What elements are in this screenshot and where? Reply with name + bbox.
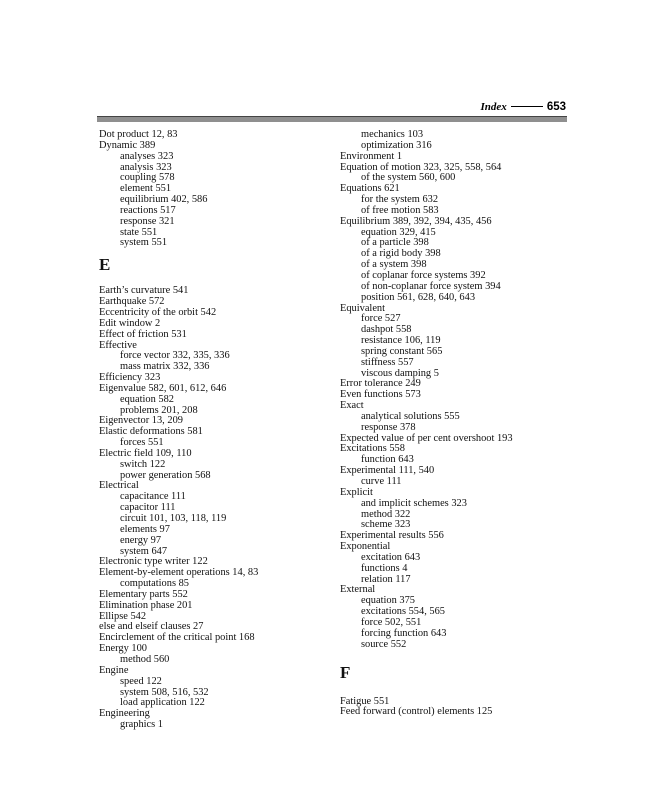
index-subentry: system 508, 516, 532: [120, 686, 209, 698]
index-subentry: of a rigid body 398: [361, 248, 441, 260]
index-entry: Exponential: [340, 541, 391, 553]
index-subentry: of free motion 583: [361, 204, 439, 216]
index-entry: Encirclement of the critical point 168: [99, 632, 255, 644]
index-subentry: force 527: [361, 313, 401, 325]
index-subentry: circuit 101, 103, 118, 119: [120, 513, 227, 524]
index-subentry: mass matrix 332, 336: [120, 361, 210, 373]
index-subentry: system 647: [120, 545, 168, 557]
index-subentry: excitation 643: [361, 551, 421, 563]
index-block-e-continued: [340, 130, 575, 651]
index-subentry: response 378: [361, 421, 416, 433]
letter-heading-e: E: [99, 255, 111, 275]
index-entry: Edit window 2: [99, 317, 161, 329]
index-subentry: graphics 1: [120, 719, 163, 731]
index-entry: Elimination phase 201: [99, 599, 193, 611]
index-subentry: functions 4: [361, 562, 408, 574]
index-subentry: capacitance 111: [120, 491, 186, 503]
index-subentry: curve 111: [361, 476, 402, 487]
index-subentry: coupling 578: [120, 172, 175, 184]
index-entry: Energy 100: [99, 643, 148, 655]
running-head: [481, 101, 566, 113]
index-subentry: resistance 106, 119: [361, 335, 441, 347]
index-subentry: state 551: [120, 226, 158, 238]
index-entry: Equilibrium 389, 392, 394, 435, 456: [340, 215, 492, 227]
index-subentry: of the system 560, 600: [361, 172, 456, 184]
index-subentry: analyses 323: [120, 150, 174, 162]
index-subentry: optimization 316: [361, 139, 432, 151]
index-block-e: [99, 286, 329, 731]
index-subentry: computations 85: [120, 578, 189, 590]
index-entry: Electric field 109, 110: [99, 447, 192, 459]
index-entry: Elastic deformations 581: [99, 426, 203, 438]
index-block-d: [99, 130, 329, 249]
index-subentry: load application 122: [120, 697, 205, 709]
index-subentry: stiffness 557: [361, 356, 414, 368]
index-subentry: equilibrium 402, 586: [120, 194, 208, 206]
index-entry: Eccentricity of the orbit 542: [99, 306, 217, 318]
section-title: Index: [480, 101, 507, 113]
index-subentry: equation 329, 415: [361, 226, 436, 238]
index-entry: Electronic type writer 122: [99, 556, 208, 568]
index-subentry: source 552: [361, 638, 407, 650]
index-entry: Feed forward (control) elements 125: [340, 706, 493, 718]
page-number: 653: [546, 101, 566, 113]
index-column-right: [340, 130, 575, 718]
index-subentry: problems 201, 208: [120, 404, 198, 416]
index-entry: Exact: [340, 400, 364, 412]
index-subentry: system 551: [120, 237, 168, 249]
index-entry: Experimental results 556: [340, 530, 444, 542]
index-subentry: element 551: [120, 183, 172, 195]
header-rule: [97, 116, 567, 122]
index-entry: Equivalent: [340, 302, 386, 314]
index-subentry: position 561, 628, 640, 643: [361, 291, 476, 303]
index-subentry: of non-coplanar force system 394: [361, 280, 501, 292]
index-subentry: of a system 398: [361, 259, 427, 271]
index-entry: Explicit: [340, 486, 373, 498]
index-entry: Eigenvalue 582, 601, 612, 646: [99, 382, 227, 394]
index-subentry: reactions 517: [120, 204, 176, 216]
index-entry: Efficiency 323: [99, 372, 161, 384]
index-subentry: response 321: [120, 215, 175, 227]
index-column-left: [99, 130, 329, 731]
index-entry: Ellipse 542: [99, 610, 147, 622]
index-subentry: forcing function 643: [361, 627, 447, 639]
index-subentry: relation 117: [361, 573, 411, 585]
index-subentry: method 560: [120, 653, 170, 665]
index-entry: Environment 1: [340, 150, 403, 162]
index-subentry: method 322: [361, 508, 411, 520]
index-entry: Earthquake 572: [99, 296, 165, 308]
index-subentry: of coplanar force systems 392: [361, 269, 486, 281]
index-subentry: function 643: [361, 454, 414, 466]
index-subentry: speed 122: [120, 675, 162, 687]
index-entry: Error tolerance 249: [340, 378, 421, 390]
index-entry: Engineering: [99, 708, 150, 720]
index-subentry: excitations 554, 565: [361, 606, 445, 618]
index-entry: else and elseif clauses 27: [99, 621, 204, 633]
index-subentry: forces 551: [120, 437, 164, 449]
index-entry: Eigenvector 13, 209: [99, 415, 183, 427]
index-subentry: elements 97: [120, 523, 170, 535]
index-entry: Even functions 573: [340, 389, 421, 401]
index-subentry: switch 122: [120, 458, 166, 470]
index-subentry: spring constant 565: [361, 345, 443, 357]
index-entry: Engine: [99, 664, 129, 676]
index-subentry: of a particle 398: [361, 237, 429, 249]
index-subentry: and implicit schemes 323: [361, 497, 467, 509]
index-entry: Dynamic 389: [99, 139, 156, 151]
header-dash: [511, 106, 543, 107]
index-subentry: analysis 323: [120, 161, 172, 173]
index-entry: Excitations 558: [340, 443, 405, 455]
index-entry: Expected value of per cent overshoot 193: [340, 432, 513, 444]
index-entry: Effective: [99, 339, 137, 351]
index-subentry: scheme 323: [361, 519, 411, 531]
index-subentry: viscous damping 5: [361, 367, 439, 379]
index-subentry: power generation 568: [120, 469, 211, 481]
letter-heading-f: F: [340, 662, 351, 682]
index-entry: Elementary parts 552: [99, 588, 188, 600]
index-entry: Equation of motion 323, 325, 558, 564: [340, 161, 502, 173]
index-block-f: [340, 697, 575, 719]
index-subentry: capacitor 111: [120, 502, 176, 514]
index-entry: Fatigue 551: [340, 695, 390, 707]
index-entry: Earth’s curvature 541: [99, 285, 189, 297]
index-entry: External: [340, 584, 376, 596]
index-entry: Element-by-element operations 14, 83: [99, 567, 259, 579]
index-entry: Effect of friction 531: [99, 328, 187, 340]
index-entry: Equations 621: [340, 183, 400, 195]
index-subentry: force 502, 551: [361, 616, 422, 628]
index-subentry: mechanics 103: [361, 129, 424, 140]
index-subentry: for the system 632: [361, 194, 439, 206]
index-entry: Experimental 111, 540: [340, 465, 435, 477]
index-entry: Electrical: [99, 480, 139, 492]
index-subentry: equation 375: [361, 595, 415, 607]
index-subentry: equation 582: [120, 393, 174, 405]
index-subentry: energy 97: [120, 534, 162, 546]
index-entry: Dot product 12, 83: [99, 129, 178, 140]
index-subentry: dashpot 558: [361, 324, 412, 336]
index-subentry: analytical solutions 555: [361, 410, 460, 422]
index-subentry: force vector 332, 335, 336: [120, 350, 230, 362]
